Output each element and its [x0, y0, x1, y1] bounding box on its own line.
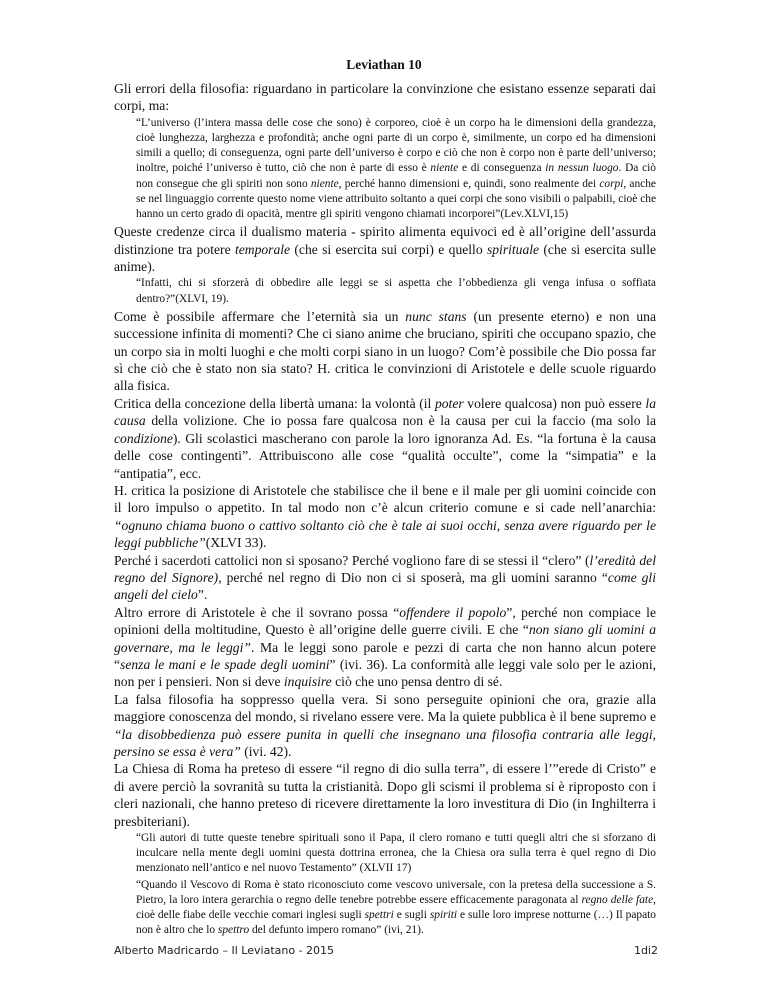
document-title: Leviathan 10	[346, 57, 422, 72]
body-paragraph: Critica della concezione della libertà umana: la volontà (il poter volere qualcosa) non può essere la causa della volizione. Che io possa fare qualcosa non è la causa per cui la faccio (ma solo la condizione). Gli scolastici mascherano con parole la loro ignoranza Ad. Es. “la fortuna è la causa delle cose contingenti”. Attribuiscono alle cose “qualità occulte”, come la “simpatia” e la “antipatia”, ecc.	[114, 395, 656, 481]
body-paragraph: Queste credenze circa il dualismo materia - spirito alimenta equivoci ed è all’origine dell’assurda distinzione tra potere temporale (che si esercita sui corpi) e quello spirituale (che si esercita sulle anime).	[114, 224, 657, 275]
body-paragraph: H. critica la posizione di Aristotele che stabilisce che il bene e il male per gli uomini coincide con il loro impulso o appetito. In tal modo non c’è alcun criterio comune e si cade nell’anarchia: “ognuno chiama buono o cattivo soltanto ciò che è tale ai suoi occhi, senza avere riguardo per le leggi pubbliche”(XLVI 33).	[114, 482, 656, 551]
body-paragraph: La falsa filosofia ha soppresso quella vera. Si sono perseguite opinioni che ora, grazie alla maggiore conoscenza del mondo, si rivelano essere vere. Ma la quiete pubblica è il bene supremo e “la disobbedienza può essere punita in quelli che insegnano una filosofia contraria alle leggi, persino se essa è vera” (ivi. 42).	[114, 691, 656, 760]
footer-page-number: 1di2	[633, 944, 658, 957]
document-body	[114, 80, 656, 939]
body-paragraph: Perché i sacerdoti cattolici non si sposano? Perché vogliono fare di se stessi il “clero” (l’eredità del regno del Signore), perché nel regno di Dio non ci si sposerà, ma gli uomini saranno “come gli angeli del cielo”.	[114, 552, 656, 603]
quote-paragraph: “L’universo (l’intera massa delle cose che sono) è corporeo, cioè è un corpo ha le dimensioni della grandezza, cioè lunghezza, larghezza e profondità; anche ogni parte di un corpo è, similmente, un corpo ed ha dimensioni simili a quello; di conseguenza, ogni parte dell’universo è corpo e ciò che non è corpo non è parte dell’universo; inoltre, poiché l’universo è tutto, ciò che non è parte di esso è niente e di conseguenza in nessun luogo. Da ciò non consegue che gli spiriti non sono niente, perché hanno dimensioni e, quindi, sono realmente dei corpi, anche se nel linguaggio corrente questo nome viene attribuito soltanto a quei corpi che sono visibili o palpabili, cioè che hanno un certo grado di opacità, mentre gli spiriti vengono chiamati incorporei”(Lev.XLVI,15)	[136, 116, 656, 221]
body-paragraph: Altro errore di Aristotele è che il sovrano possa “offendere il popolo”, perché non compiace le opinioni della moltitudine, Questo è all’origine delle guerre civili. E che “non siano gli uomini a governare, ma le leggi”. Ma le leggi sono parole e pezzi di carta che non hanno alcun potere “senza le mani e le spade degli uomini” (ivi. 36). La conformità alle leggi vale solo per le azioni, non per i pensieri. Non si deve inquisire ciò che uno pensa dentro di sé.	[114, 604, 656, 690]
footer-author: Alberto Madricardo – Il Leviatano - 2015	[114, 944, 335, 957]
body-paragraph: Come è possibile affermare che l’eternità sia un nunc stans (un presente eterno) e non una successione infinita di momenti? Che ci siano anime che bruciano, spiriti che occupano spazio, che un corpo sia in molti luoghi e che molti corpi siano in un luogo? Com’è possibile che Dio possa far sì che ciò che è stato non sia stato? H. critica le convinzioni di Aristotele e delle scuole riguardo alla fisica.	[114, 308, 656, 394]
body-paragraph: Gli errori della filosofia: riguardano in particolare la convinzione che esistano essenze separati dai corpi, ma:	[114, 81, 656, 114]
quote-paragraph: “Gli autori di tutte queste tenebre spirituali sono il Papa, il clero romano e tutti quegli altri che si sforzano di inculcare nella mente degli uomini questa dottrina erronea, che la Chiesa ora sulla terra è quel regno di Dio menzionato nell’antico e nel nuovo Testamento” (XLVII 17)	[136, 832, 656, 875]
quote-paragraph: “Infatti, chi si sforzerà di obbedire alle leggi se si aspetta che l’obbedienza gli venga infusa o soffiata dentro?”(XLVI, 19).	[136, 277, 656, 305]
quote-paragraph: “Quando il Vescovo di Roma è stato riconosciuto come vescovo universale, con la pretesa della successione a S. Pietro, la loro intera gerarchia o regno delle tenebre potrebbe essere efficacemente paragonata al regno delle fate, cioè delle fiabe delle vecchie comari inglesi sugli spettri e sugli spiriti e sulle loro imprese notturne (…) Il papato non è altro che lo spettro del defunto impero romano” (ivi, 21).	[136, 878, 656, 937]
body-paragraph: La Chiesa di Roma ha preteso di essere “il regno di dio sulla terra”, di essere l’”erede di Cristo” e di avere perciò la sovranità su tutta la cristianità. Dopo gli scismi il problema si è riproposto con i cleri nazionali, che hanno preteso di ricevere direttamente la loro investitura di Dio (in Inghilterra i presbiteriani).	[114, 761, 656, 829]
